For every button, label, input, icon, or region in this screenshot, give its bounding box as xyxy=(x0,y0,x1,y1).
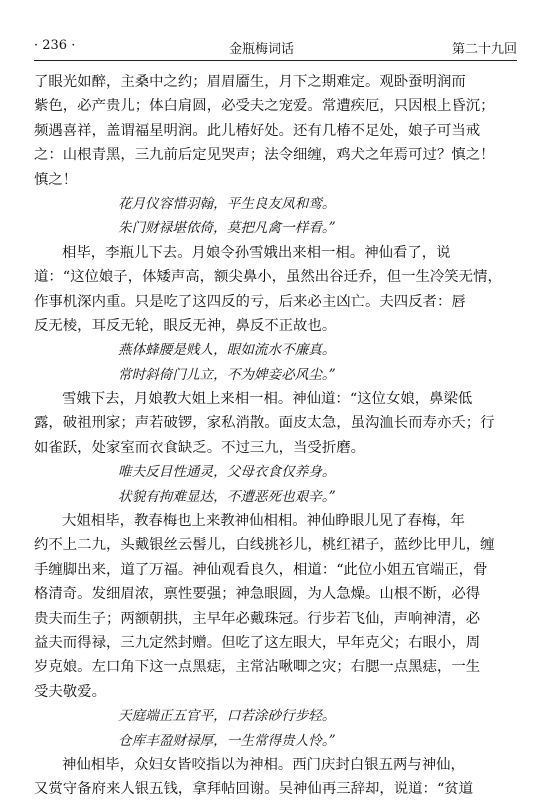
text-line: 约不上二九，头戴银丝云髻儿，白线挑衫儿，桃红裙子，蓝纱比甲儿，缠 xyxy=(34,537,495,554)
text-line: 格清奇。发细眉浓，禀性要强；神急眼圆，为人急燥。山根不断，必得 xyxy=(34,586,481,603)
text-line: 露，破祖刑家；声若破锣，家私消散。面皮太急，虽沟洫长而寿亦夭；行 xyxy=(34,415,495,432)
header-rule xyxy=(34,60,517,61)
text-line: 道：“这位娘子，体矮声高，额尖鼻小，虽然出谷迁乔，但一生冷笑无情， xyxy=(34,269,502,286)
text-line: 频遇喜祥，盖谓福星明润。此儿椿好处。还有几椿不足处，娘子可当戒 xyxy=(34,122,481,139)
text-line: 如雀跃，处家室而衣食缺乏。不过三九，当受折磨。 xyxy=(34,439,365,456)
text-line: 了眼光如醉，主桑中之约；眉眉靥生，月下之期难定。观卧蚕明润而 xyxy=(34,74,466,90)
text-line: 益夫而得禄，三九定然封赠。但吃了这左眼大，早年克父；右眼小，周 xyxy=(34,634,481,651)
text-line: 反无棱，耳反无轮，眼反无神，鼻反不正故也。 xyxy=(34,317,337,334)
chapter-title: 第二十九回 xyxy=(451,42,517,57)
text-line: 慎之！ xyxy=(34,171,78,188)
text-line: 相毕，李瓶儿下去。月娘令孙雪娥出来相一相。神仙看了，说 xyxy=(62,244,451,261)
text-line: 紫色，必产贵儿；体白肩圆，必受夫之宠爱。常遭疾厄，只因根上昏沉； xyxy=(34,98,495,115)
text-line: 大姐相毕，教春梅也上来教神仙相相。神仙睁眼儿见了春梅，年 xyxy=(62,513,465,530)
text-line: 神仙相毕，众妇女皆咬指以为神相。西门庆封白银五两与神仙， xyxy=(62,756,465,773)
running-header xyxy=(34,38,517,56)
verse-line: 朱门财禄堪依倚，莫把凡禽一样看。” xyxy=(118,220,336,237)
body-text xyxy=(34,70,517,802)
verse-line: 仓库丰盈财禄厚，一生常得贵人怜。” xyxy=(118,732,336,749)
text-line: 又赏守备府来人银五钱，拿拜帖回谢。吴神仙再三辞却，说道：“贫道 xyxy=(34,781,474,798)
verse-line: 燕体蜂腰是贱人，眼如流水不廉真。 xyxy=(118,342,336,359)
page-number: · 236 · xyxy=(34,38,76,53)
verse-line: 花月仪容惜羽翰，平生良友凤和鸾。 xyxy=(118,195,336,212)
verse-line: 唯夫反目性通灵，父母衣食仅养身。 xyxy=(118,464,336,481)
verse-line: 天庭端正五官平，口若涂砂行步轻。 xyxy=(118,708,336,725)
text-line: 作事机深内重。只是吃了这四反的亏，后来必主凶亡。夫四反者：唇 xyxy=(34,293,466,310)
text-line: 雪娥下去，月娘教大姐上来相一相。神仙道：“这位女娘，鼻梁低 xyxy=(62,391,473,408)
text-line: 贵夫而生子；两额朝拱，主早年必戴珠冠。行步若飞仙，声响神清，必 xyxy=(34,610,481,627)
text-line: 之：山根青黑，三九前后定见哭声；法令细缠，鸡犬之年焉可过？慎之！ xyxy=(34,147,495,164)
verse-line: 常时斜倚门儿立，不为婢妾必风尘。” xyxy=(118,366,336,383)
book-title: 金瓶梅词话 xyxy=(229,42,295,57)
text-line: 手缠脚出来，道了万福。神仙观看良久，相道：“此位小姐五官端正，骨 xyxy=(34,561,488,578)
text-line: 岁克娘。左口角下这一点黑痣，主常沾啾唧之灾；右腮一点黑痣，一生 xyxy=(34,659,481,676)
verse-line: 状貌有拘难显达，不遭恶死也艰辛。” xyxy=(118,488,336,505)
text-line: 受夫敬爱。 xyxy=(34,683,106,700)
